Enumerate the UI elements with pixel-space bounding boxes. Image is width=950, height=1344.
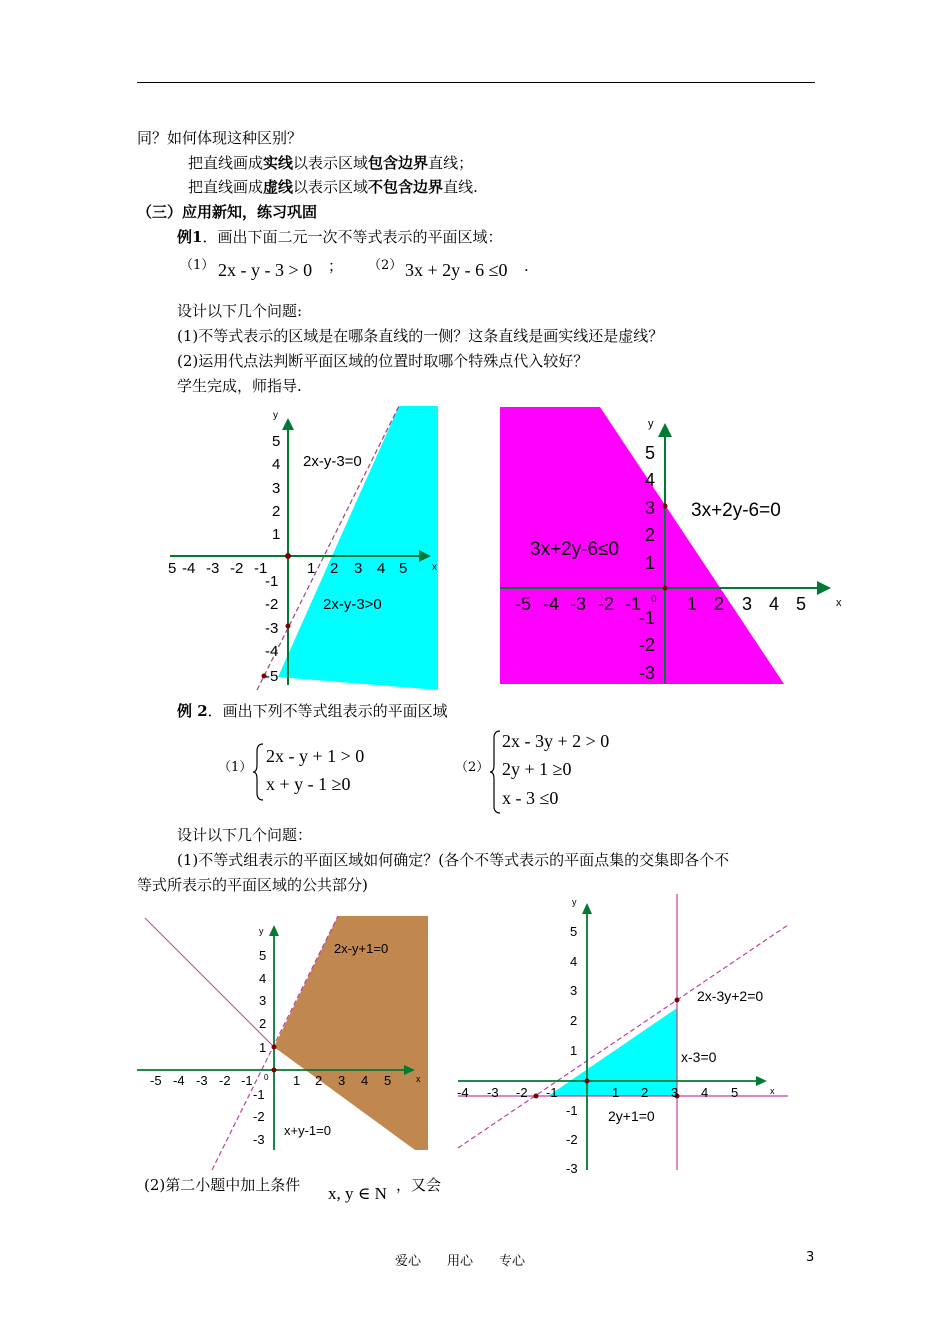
graph1-xtick: -3 xyxy=(206,560,220,577)
graph2-xtick: 1 xyxy=(687,594,698,614)
graph1-ytick: -1 xyxy=(265,573,279,590)
graph1-xtick: 5 xyxy=(399,560,408,577)
graph1-ytick: -4 xyxy=(265,643,279,660)
graph4-x-arrow xyxy=(756,1076,767,1086)
example-1-separator: ； xyxy=(328,257,344,275)
graph4-ytick: 2 xyxy=(570,1013,578,1028)
graph1-ytick: -5 xyxy=(265,668,279,685)
system-2-ineq-1: 2x - 3y + 2 > 0 xyxy=(502,731,610,751)
graph4-xtick: 4 xyxy=(701,1085,709,1100)
question-3-text: (2)第二小题中加上条件 xyxy=(144,1176,301,1194)
questions-2-intro: 设计以下几个问题： xyxy=(177,826,313,844)
graph3-xtick: 2 xyxy=(315,1073,323,1088)
graph3-xtick: 5 xyxy=(384,1073,392,1088)
question-1c: 学生完成，师指导. xyxy=(177,377,302,395)
question-3-text-end: ，又会 xyxy=(396,1176,442,1194)
graph1-ytick: 4 xyxy=(272,456,281,473)
graph4-xtick: -2 xyxy=(516,1085,528,1100)
graph2-xtick: 3 xyxy=(742,594,753,614)
graph4-axis-y-label: y xyxy=(572,897,577,907)
graph4-xtick: 2 xyxy=(641,1085,649,1100)
example-1-part-1-label: （1） xyxy=(180,258,215,273)
graph2-xtick: -2 xyxy=(598,594,615,614)
graph2-ytick: -1 xyxy=(639,608,656,628)
section-title: （三）应用新知，练习巩固 xyxy=(137,203,318,221)
graph2-xtick: 5 xyxy=(796,594,807,614)
graph3-xtick: -2 xyxy=(219,1073,231,1088)
graph1-xtick: -1 xyxy=(254,560,268,577)
graph3-ytick: -1 xyxy=(253,1087,265,1102)
graph1-axis-y-label: y xyxy=(273,410,278,421)
graph2-axis-y-label: y xyxy=(648,418,654,430)
graph1-ytick: 2 xyxy=(272,503,281,520)
graph3-axis-y-label: y xyxy=(259,926,264,936)
graph2-xtick: 2 xyxy=(714,594,725,614)
graph2-line-label: 3x+2y-6=0 xyxy=(691,500,781,521)
graph1-xtick: 3 xyxy=(354,560,363,577)
graph1-xtick: 4 xyxy=(377,560,386,577)
graph4-ytick: 1 xyxy=(570,1043,578,1058)
intro-line-3: 把直线画成虚线以表示区域不包含边界直线. xyxy=(188,178,478,196)
graph3-xtick: 4 xyxy=(361,1073,369,1088)
footer-motto: 爱心 用心 专心 xyxy=(395,1254,526,1269)
graph3-ytick: 4 xyxy=(259,971,267,986)
graph2-xtick: -1 xyxy=(625,594,642,614)
graph4-ytick: -1 xyxy=(566,1103,578,1118)
question-1b: (2)运用代点法判断平面区域的位置时取哪个特殊点代入较好？ xyxy=(177,352,589,370)
graph1-xtick: 5 xyxy=(168,560,177,577)
graph3-xtick: -5 xyxy=(150,1073,162,1088)
example-1-formula-1: 2x - y - 3 > 0 xyxy=(218,260,313,280)
graph3-ytick: -2 xyxy=(253,1109,265,1124)
graph4-axis-x-label: x xyxy=(770,1086,775,1096)
graph2-xtick: -5 xyxy=(515,594,532,614)
graph3-ytick: 3 xyxy=(259,993,267,1008)
graph4-origin-point xyxy=(585,1079,590,1084)
graph4-line3-label: 2y+1=0 xyxy=(608,1108,655,1124)
example-2-heading: 例 2．画出下列不等式组表示的平面区域 xyxy=(177,702,448,720)
graph1-xtick: -2 xyxy=(230,560,244,577)
graph1-axis-x-label: x xyxy=(432,562,437,573)
example-1-end: . xyxy=(524,257,529,275)
graph3-axis-x-label: x xyxy=(416,1074,421,1084)
question-2a: (1)不等式组表示的平面区域如何确定？(各个不等式表示的平面点集的交集即各个不 xyxy=(177,851,730,869)
graph4-xtick: -4 xyxy=(457,1085,469,1100)
graph1-ytick: 3 xyxy=(272,480,281,497)
example-1-part-2-label: （2） xyxy=(368,258,403,273)
question-3-formula: x, y ∈ N xyxy=(328,1184,387,1203)
question-2a-cont: 等式所表示的平面区域的公共部分) xyxy=(137,876,368,894)
graph4-ytick: 4 xyxy=(570,954,578,969)
graph4-corner-point xyxy=(675,998,680,1003)
graph4-xtick: 3 xyxy=(671,1085,679,1100)
graph2-axis-x-label: x xyxy=(836,597,842,609)
questions-1-intro: 设计以下几个问题: xyxy=(177,302,303,320)
graph3-xtick: -4 xyxy=(173,1073,185,1088)
graph3-ytick: -3 xyxy=(253,1132,265,1147)
graph3-origin-label: 0 xyxy=(264,1073,269,1082)
graph3-xtick: 1 xyxy=(293,1073,301,1088)
graph2-region-label: 3x+2y-6≤0 xyxy=(530,539,620,560)
graph4-xtick: 5 xyxy=(731,1085,739,1100)
graph1-region-label: 2x-y-3>0 xyxy=(323,596,382,613)
graph4-xtick: -1 xyxy=(546,1085,558,1100)
graph2-origin-label: 0 xyxy=(651,594,657,605)
graph3-ytick: 5 xyxy=(259,948,267,963)
graph3-ytick: 1 xyxy=(259,1040,267,1055)
graph3-line1-label: 2x-y+1=0 xyxy=(334,941,389,956)
example-1-formula-2: 3x + 2y - 6 ≤0 xyxy=(405,260,508,280)
graph2-ytick: 2 xyxy=(645,525,656,545)
graph1-ytick: -2 xyxy=(265,596,279,613)
graph4-ytick: -3 xyxy=(566,1161,578,1176)
example-2-part-2-label: （2） xyxy=(455,760,490,775)
graph2-xtick: -4 xyxy=(543,594,560,614)
graph3-xtick: -3 xyxy=(196,1073,208,1088)
graph4-ytick: 5 xyxy=(570,924,578,939)
system-2-ineq-3: x - 3 ≤0 xyxy=(502,788,559,808)
graph1-line-label: 2x-y-3=0 xyxy=(303,453,362,470)
graph1-xtick: -4 xyxy=(182,560,196,577)
graph3-xtick: 3 xyxy=(338,1073,346,1088)
graph3-line2-label: x+y-1=0 xyxy=(284,1123,331,1138)
graph4-left-point xyxy=(534,1094,539,1099)
graph1-xtick: 2 xyxy=(330,560,339,577)
graph1-xtick: 1 xyxy=(307,560,316,577)
system-2-ineq-2: 2y + 1 ≥0 xyxy=(502,759,572,779)
graph3-ytick: 2 xyxy=(259,1016,267,1031)
graph2-ytick: -3 xyxy=(639,663,656,683)
graph2-ytick: 5 xyxy=(645,443,656,463)
system-1-ineq-2: x + y - 1 ≥0 xyxy=(266,774,351,794)
intro-line-1: 同？如何体现这种区别？ xyxy=(137,129,303,147)
graph2-xtick: 4 xyxy=(769,594,780,614)
graph4-ytick: 3 xyxy=(570,983,578,998)
graph1-ytick: 5 xyxy=(272,433,281,450)
example-1-heading: 例1．画出下面二元一次不等式表示的平面区域： xyxy=(177,228,503,246)
graph4-y-arrow xyxy=(582,903,592,914)
graph2-ytick: 3 xyxy=(645,498,656,518)
graph4-line1-label: 2x-3y+2=0 xyxy=(697,988,764,1004)
graph2-ytick: -2 xyxy=(639,635,656,655)
intro-line-2: 把直线画成实线以表示区域包含边界直线； xyxy=(188,154,474,172)
graph3-xtick: -1 xyxy=(241,1073,253,1088)
system-1-ineq-1: 2x - y + 1 > 0 xyxy=(266,746,365,766)
graph4-xtick: 1 xyxy=(612,1085,620,1100)
graph1-ytick: 1 xyxy=(272,526,281,543)
graph1-ytick: -3 xyxy=(265,620,279,637)
graph2-ytick: 4 xyxy=(645,470,656,490)
graph4-shaded-region xyxy=(548,1008,677,1096)
graph4-line2-label: x-3=0 xyxy=(681,1049,717,1065)
question-1a: (1)不等式表示的区域是在哪条直线的一侧？这条直线是画实线还是虚线？ xyxy=(177,327,664,345)
example-2-part-1-label: （1） xyxy=(218,760,253,775)
graph2-ytick: 1 xyxy=(645,553,656,573)
page-number: 3 xyxy=(806,1250,815,1265)
graph4-xtick: -3 xyxy=(487,1085,499,1100)
graph4-ytick: -2 xyxy=(566,1132,578,1147)
graph2-xtick: -3 xyxy=(570,594,587,614)
